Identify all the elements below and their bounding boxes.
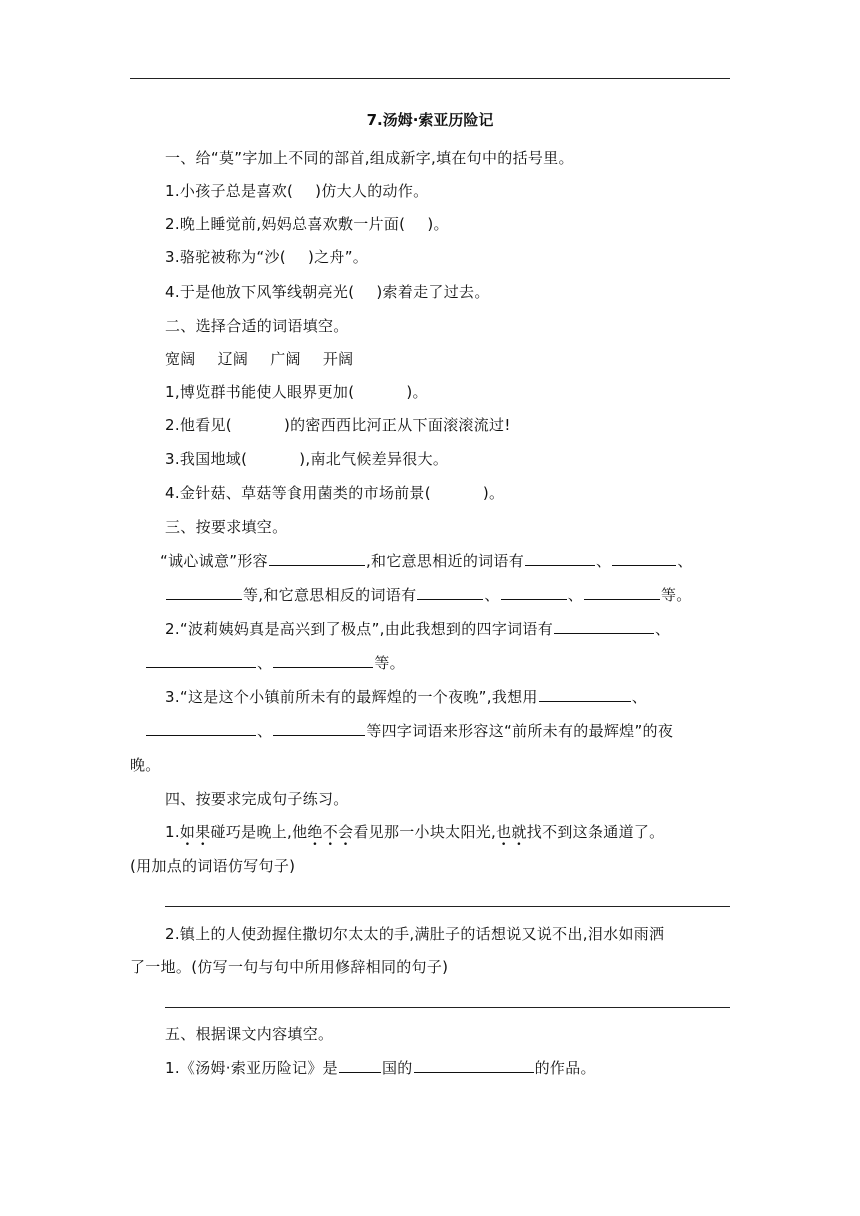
- emphasis-dot-char: 也: [496, 823, 512, 841]
- answer-blank[interactable]: [273, 651, 373, 668]
- section-5-heading: 五、根据课文内容填空。: [165, 1025, 334, 1043]
- answer-blank[interactable]: [584, 583, 660, 600]
- answer-blank[interactable]: [539, 685, 631, 702]
- answer-blank[interactable]: [146, 651, 256, 668]
- answer-blank[interactable]: [417, 583, 483, 600]
- page-title: 7.汤姆·索亚历险记: [366, 111, 494, 129]
- header-rule: [130, 78, 730, 79]
- s4-question-1-instruction: (用加点的词语仿写句子): [130, 857, 296, 875]
- section-3-heading: 三、按要求填空。: [165, 518, 288, 536]
- emphasis-dot-char: 不: [322, 823, 339, 841]
- emphasis-dot-char: 果: [195, 823, 211, 841]
- answer-blank[interactable]: [273, 719, 365, 736]
- answer-blank[interactable]: [554, 617, 654, 634]
- s3-question-1-line-2: 等,和它意思相反的词语有 、 、 等。: [165, 583, 692, 607]
- s5-question-1: 1.《汤姆·索亚历险记》是 国的 的作品。: [165, 1056, 596, 1080]
- section-4-heading: 四、按要求完成句子练习。: [165, 790, 349, 808]
- answer-blank[interactable]: [525, 549, 595, 566]
- emphasis-dot-char: 就: [511, 823, 527, 841]
- word-choice: 开阔: [322, 350, 354, 368]
- answer-blank[interactable]: [339, 1056, 381, 1073]
- answer-blank[interactable]: [501, 583, 567, 600]
- answer-blank[interactable]: [146, 719, 256, 736]
- s2-question-2: 2.他看见( )的密西西比河正从下面滚滚流过!: [165, 416, 511, 434]
- emphasis-dot-char: 会: [338, 823, 354, 841]
- answer-blank[interactable]: [612, 549, 676, 566]
- s1-question-2: 2.晚上睡觉前,妈妈总喜欢敷一片面( )。: [165, 215, 449, 233]
- emphasis-dot-char: 绝: [307, 823, 323, 841]
- s1-question-4: 4.于是他放下风筝线朝亮光( )索着走了过去。: [165, 283, 490, 301]
- word-choice: 广阔: [270, 350, 301, 368]
- emphasis-dot-char: 如: [179, 823, 196, 841]
- word-choices: [165, 347, 375, 371]
- s3-question-3-line-1: 3.“这是这个小镇前所未有的最辉煌的一个夜晚”,我想用 、: [165, 685, 647, 709]
- section-1-heading: 一、给“莫”字加上不同的部首,组成新字,填在句中的括号里。: [165, 149, 574, 167]
- s1-question-3: 3.骆驼被称为“沙( )之舟”。: [165, 248, 369, 266]
- answer-blank[interactable]: [414, 1056, 534, 1073]
- s2-question-4: 4.金针菇、草菇等食用菌类的市场前景( )。: [165, 484, 505, 502]
- s3-question-2-line-2: 、 等。: [145, 651, 405, 675]
- s2-question-1: 1,博览群书能使人眼界更加( )。: [165, 383, 428, 401]
- s4-question-1: 1.如果碰巧是晚上,他绝不会看见那一小块太阳光,也就找不到这条通道了。: [165, 823, 665, 841]
- s2-question-3: 3.我国地域( ),南北气候差异很大。: [165, 450, 449, 468]
- s4-question-2-line-2: 了一地。(仿写一句与句中所用修辞相同的句子): [130, 958, 449, 976]
- section-2-heading: 二、选择合适的词语填空。: [165, 317, 349, 335]
- answer-blank[interactable]: [269, 549, 365, 566]
- s3-question-1-line-1: “诚心诚意”形容 ,和它意思相近的词语有 、 、: [160, 549, 693, 573]
- s3-question-3-line-3: 晚。: [130, 756, 161, 774]
- answer-blank[interactable]: [166, 583, 242, 600]
- answer-line[interactable]: [165, 1007, 730, 1008]
- answer-line[interactable]: [165, 906, 730, 907]
- s4-question-2-line-1: 2.镇上的人使劲握住撒切尔太太的手,满肚子的话想说又说不出,泪水如雨洒: [165, 925, 665, 943]
- word-choice: 宽阔: [165, 350, 196, 368]
- s1-question-1: 1.小孩子总是喜欢( )仿大人的动作。: [165, 182, 429, 200]
- word-choice: 辽阔: [217, 350, 249, 368]
- s3-question-3-line-2: 、 等四字词语来形容这“前所未有的最辉煌”的夜: [145, 719, 673, 743]
- s3-question-2-line-1: 2.“波莉姨妈真是高兴到了极点”,由此我想到的四字词语有 、: [165, 617, 670, 641]
